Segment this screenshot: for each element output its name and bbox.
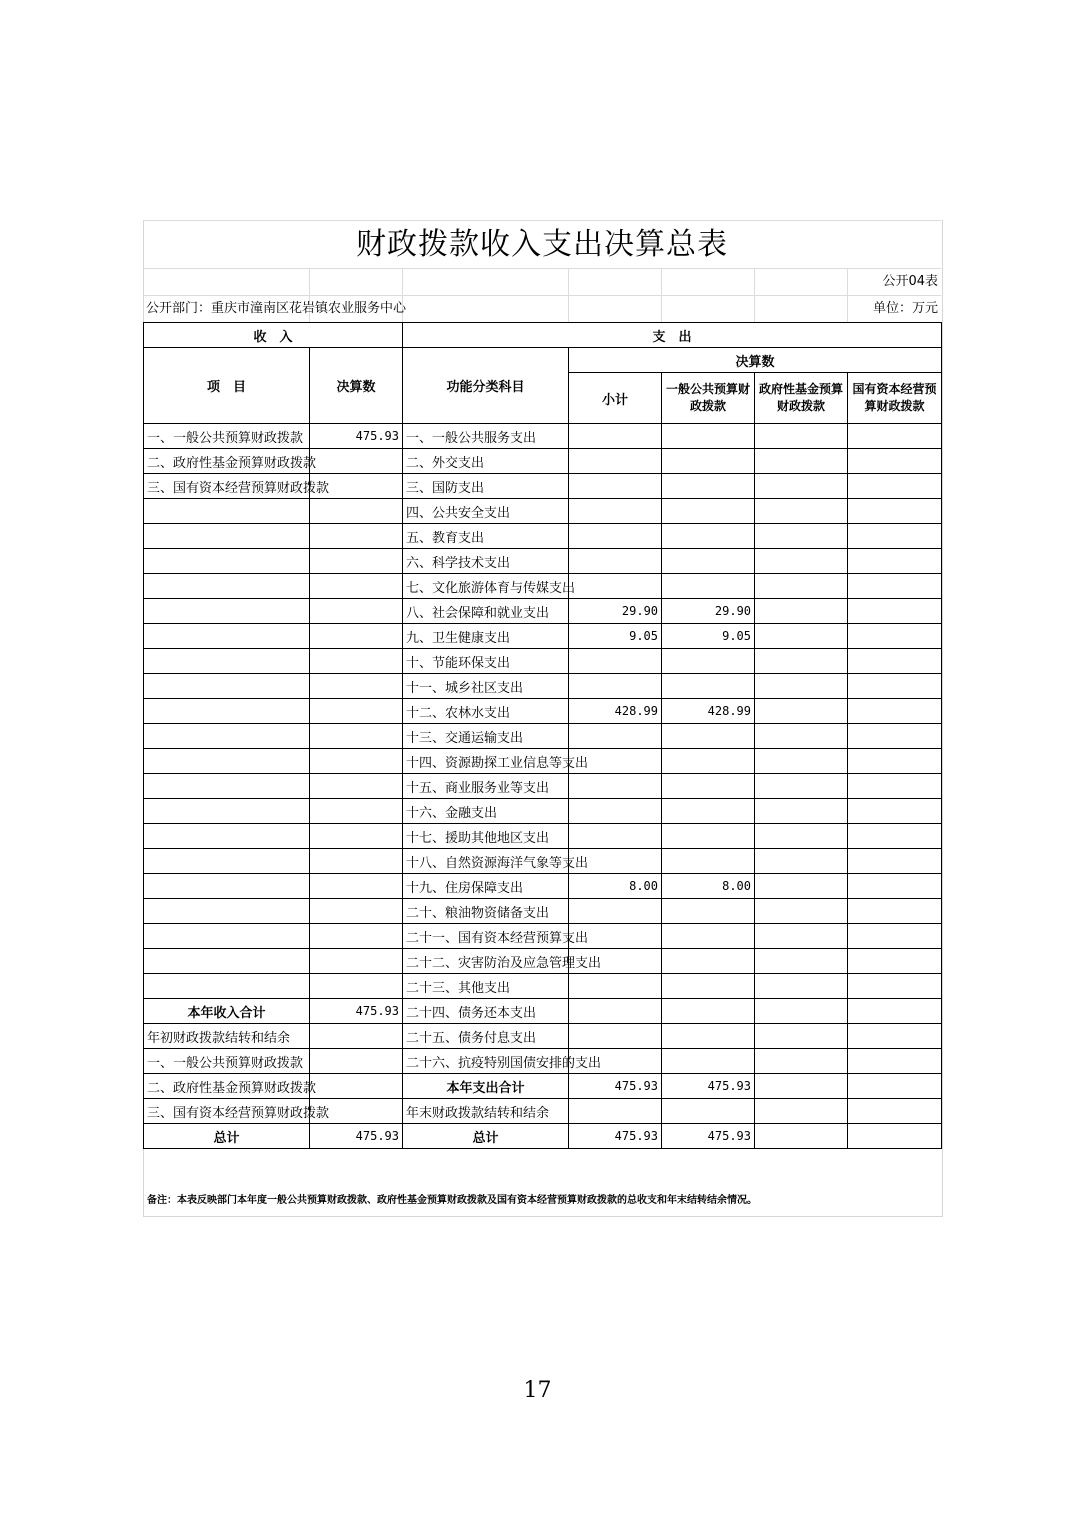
state-capital-cell [848,999,942,1024]
general-budget-cell: 9.05 [662,624,755,649]
gov-fund-cell [755,699,848,724]
table-row [144,649,942,674]
table-row [144,724,942,749]
income-amount-cell [310,749,403,774]
income-item-cell [144,624,310,649]
gov-fund-cell [755,749,848,774]
grid-line [847,268,848,322]
table-row [144,799,942,824]
state-capital-cell [848,574,942,599]
gov-fund-cell [755,1099,848,1124]
general-budget-cell: 8.00 [662,874,755,899]
gov-fund-cell [755,1074,848,1099]
func-class-cell: 十三、交通运输支出 [403,724,569,749]
table-row [144,849,942,874]
state-capital-cell [848,674,942,699]
subtotal-cell [569,824,662,849]
income-item-cell [144,874,310,899]
table-row [144,424,942,449]
grid-line [754,268,755,322]
income-amount-cell [310,874,403,899]
general-budget-cell [662,849,755,874]
table-row [144,674,942,699]
form-number: 公开04表 [882,274,938,289]
income-item-cell [144,524,310,549]
table-row [144,1124,942,1149]
general-budget-cell [662,574,755,599]
state-capital-cell [848,449,942,474]
subtotal-cell [569,574,662,599]
gov-fund-header: 政府性基金预算财政拨款 [755,373,848,424]
income-amount-cell: 475.93 [310,999,403,1024]
func-class-cell: 二十二、灾害防治及应急管理支出 [403,949,569,974]
func-class-cell: 年末财政拨款结转和结余 [403,1099,569,1124]
gov-fund-cell [755,949,848,974]
gov-fund-cell [755,849,848,874]
income-item-cell: 二、政府性基金预算财政拨款 [144,1074,310,1099]
func-class-cell: 三、国防支出 [403,474,569,499]
income-amount-cell [310,449,403,474]
income-item-cell [144,724,310,749]
general-budget-cell [662,449,755,474]
subtotal-cell: 29.90 [569,599,662,624]
general-budget-cell [662,774,755,799]
gov-fund-cell [755,974,848,999]
func-class-cell: 二十三、其他支出 [403,974,569,999]
gov-fund-cell [755,1049,848,1074]
state-capital-cell [848,1074,942,1099]
grid-line [568,268,569,322]
gov-fund-cell [755,574,848,599]
func-class-cell: 八、社会保障和就业支出 [403,599,569,624]
income-amount-cell [310,699,403,724]
state-capital-cell [848,1099,942,1124]
func-class-cell: 十六、金融支出 [403,799,569,824]
subtotal-header: 小计 [569,373,662,424]
unit-label: 单位：万元 [872,301,938,316]
subtotal-cell [569,674,662,699]
income-item-cell: 一、一般公共预算财政拨款 [144,424,310,449]
income-item-cell: 一、一般公共预算财政拨款 [144,1049,310,1074]
grid-line [143,268,941,269]
general-budget-cell: 475.93 [662,1124,755,1149]
general-budget-cell [662,949,755,974]
income-item-cell [144,574,310,599]
subtotal-cell [569,549,662,574]
page-number: 17 [523,1378,552,1403]
grid-line [143,220,941,221]
subtotal-cell [569,899,662,924]
state-capital-cell [848,1124,942,1149]
table-row [144,699,942,724]
general-budget-cell: 475.93 [662,1074,755,1099]
final-amount-header: 决算数 [310,348,403,424]
state-capital-cell [848,624,942,649]
state-capital-cell [848,924,942,949]
func-class-header: 功能分类科目 [403,348,569,424]
subtotal-cell [569,1024,662,1049]
subtotal-cell: 8.00 [569,874,662,899]
state-capital-cell [848,699,942,724]
state-capital-cell [848,774,942,799]
func-class-cell: 二十一、国有资本经营预算支出 [403,924,569,949]
budget-table [143,322,942,1149]
general-budget-cell [662,1099,755,1124]
item-header: 项 目 [144,348,310,424]
subtotal-cell: 475.93 [569,1124,662,1149]
general-budget-cell [662,424,755,449]
general-budget-cell [662,474,755,499]
income-item-cell [144,699,310,724]
income-item-cell [144,949,310,974]
table-row [144,974,942,999]
income-item-cell: 总计 [144,1124,310,1149]
gov-fund-cell [755,424,848,449]
gov-fund-cell [755,824,848,849]
income-amount-cell [310,674,403,699]
subtotal-cell [569,424,662,449]
state-capital-cell [848,649,942,674]
state-capital-cell [848,749,942,774]
gov-fund-cell [755,549,848,574]
income-amount-cell [310,1074,403,1099]
gov-fund-cell [755,724,848,749]
gov-fund-cell [755,874,848,899]
subtotal-cell: 9.05 [569,624,662,649]
func-class-cell: 十五、商业服务业等支出 [403,774,569,799]
income-item-cell [144,899,310,924]
income-item-cell [144,649,310,674]
general-budget-cell [662,974,755,999]
state-capital-cell [848,599,942,624]
func-class-cell: 二十四、债务还本支出 [403,999,569,1024]
department-label: 公开部门：重庆市潼南区花岩镇农业服务中心 [146,301,407,316]
income-amount-cell [310,574,403,599]
subtotal-cell [569,474,662,499]
subtotal-cell: 428.99 [569,699,662,724]
subtotal-cell [569,524,662,549]
func-class-cell: 十九、住房保障支出 [403,874,569,899]
table-row [144,774,942,799]
income-amount-cell [310,624,403,649]
subtotal-cell [569,774,662,799]
gov-fund-cell [755,649,848,674]
func-class-cell: 七、文化旅游体育与传媒支出 [403,574,569,599]
general-budget-cell [662,649,755,674]
income-amount-cell [310,724,403,749]
state-capital-cell [848,424,942,449]
subtotal-cell [569,499,662,524]
income-item-cell [144,974,310,999]
table-row [144,1074,942,1099]
func-class-cell: 总计 [403,1124,569,1149]
subtotal-cell [569,999,662,1024]
func-class-cell: 二十五、债务付息支出 [403,1024,569,1049]
func-class-cell: 十四、资源勘探工业信息等支出 [403,749,569,774]
func-class-cell: 十八、自然资源海洋气象等支出 [403,849,569,874]
table-row [144,1099,942,1124]
income-amount-cell: 475.93 [310,1124,403,1149]
gov-fund-cell [755,474,848,499]
income-amount-cell [310,774,403,799]
table-row [144,449,942,474]
subtotal-cell [569,799,662,824]
gov-fund-cell [755,999,848,1024]
expense-header: 支 出 [403,323,942,348]
gov-fund-cell [755,1024,848,1049]
income-amount-cell [310,899,403,924]
subtotal-cell [569,449,662,474]
income-amount-cell [310,824,403,849]
gov-fund-cell [755,449,848,474]
gov-fund-cell [755,899,848,924]
income-amount-cell [310,1024,403,1049]
func-class-cell: 二十六、抗疫特别国债安排的支出 [403,1049,569,1074]
func-class-cell: 五、教育支出 [403,524,569,549]
table-row [144,824,942,849]
gov-fund-cell [755,1124,848,1149]
gov-fund-cell [755,799,848,824]
income-amount-cell [310,849,403,874]
table-row [144,574,942,599]
table-row [144,1024,942,1049]
subtotal-cell [569,1099,662,1124]
subtotal-cell: 475.93 [569,1074,662,1099]
subtotal-cell [569,724,662,749]
income-amount-cell: 475.93 [310,424,403,449]
state-capital-cell [848,474,942,499]
general-budget-cell [662,799,755,824]
func-class-cell: 十一、城乡社区支出 [403,674,569,699]
table-row [144,599,942,624]
func-class-cell: 二十、粮油物资储备支出 [403,899,569,924]
income-amount-cell [310,649,403,674]
gov-fund-cell [755,774,848,799]
subtotal-cell [569,649,662,674]
func-class-cell: 十七、援助其他地区支出 [403,824,569,849]
state-capital-cell [848,1049,942,1074]
func-class-cell: 六、科学技术支出 [403,549,569,574]
income-amount-cell [310,974,403,999]
func-class-cell: 十、节能环保支出 [403,649,569,674]
state-capital-cell [848,824,942,849]
table-row [144,924,942,949]
func-class-cell: 十二、农林水支出 [403,699,569,724]
income-amount-cell [310,499,403,524]
table-row [144,999,942,1024]
general-budget-cell [662,899,755,924]
income-item-cell [144,549,310,574]
gov-fund-cell [755,599,848,624]
income-amount-cell [310,524,403,549]
state-capital-header: 国有资本经营预算财政拨款 [848,373,942,424]
general-budget-cell [662,749,755,774]
page-title: 财政拨款收入支出决算总表 [356,227,728,262]
table-row [144,549,942,574]
general-budget-cell [662,924,755,949]
state-capital-cell [848,949,942,974]
table-row [144,624,942,649]
state-capital-cell [848,849,942,874]
general-budget-cell [662,724,755,749]
final-amount-group-header: 决算数 [569,348,942,373]
income-item-cell [144,774,310,799]
general-budget-cell [662,999,755,1024]
table-row [144,749,942,774]
income-item-cell: 本年收入合计 [144,999,310,1024]
state-capital-cell [848,549,942,574]
table-row [144,949,942,974]
income-amount-cell [310,799,403,824]
general-budget-cell [662,524,755,549]
state-capital-cell [848,799,942,824]
general-budget-cell [662,674,755,699]
gov-fund-cell [755,924,848,949]
table-row [144,499,942,524]
func-class-cell: 二、外交支出 [403,449,569,474]
income-item-cell [144,849,310,874]
income-item-cell: 二、政府性基金预算财政拨款 [144,449,310,474]
general-budget-cell [662,549,755,574]
gov-fund-cell [755,499,848,524]
func-class-cell: 四、公共安全支出 [403,499,569,524]
table-note: 备注：本表反映部门本年度一般公共预算财政拨款、政府性基金预算财政拨款及国有资本经营预算财政拨款的总收支和年末结转结余情况。 [147,1195,757,1206]
general-budget-cell [662,499,755,524]
general-budget-cell [662,824,755,849]
general-budget-cell: 428.99 [662,699,755,724]
income-item-cell [144,674,310,699]
state-capital-cell [848,899,942,924]
income-amount-cell [310,924,403,949]
income-item-cell [144,749,310,774]
general-budget-cell [662,1049,755,1074]
general-budget-cell [662,1024,755,1049]
income-item-cell: 三、国有资本经营预算财政拨款 [144,1099,310,1124]
state-capital-cell [848,974,942,999]
gov-fund-cell [755,624,848,649]
table-row [144,1049,942,1074]
income-item-cell: 三、国有资本经营预算财政拨款 [144,474,310,499]
income-amount-cell [310,1049,403,1074]
state-capital-cell [848,724,942,749]
income-header: 收 入 [144,323,403,348]
income-item-cell [144,599,310,624]
state-capital-cell [848,1024,942,1049]
income-item-cell [144,799,310,824]
table-row [144,874,942,899]
table-row [144,524,942,549]
table-row [144,474,942,499]
state-capital-cell [848,874,942,899]
income-item-cell [144,499,310,524]
income-amount-cell [310,549,403,574]
income-amount-cell [310,599,403,624]
general-budget-cell: 29.90 [662,599,755,624]
func-class-cell: 本年支出合计 [403,1074,569,1099]
func-class-cell: 九、卫生健康支出 [403,624,569,649]
table-row [144,899,942,924]
grid-line [661,268,662,322]
general-budget-header: 一般公共预算财政拨款 [662,373,755,424]
func-class-cell: 一、一般公共服务支出 [403,424,569,449]
gov-fund-cell [755,674,848,699]
subtotal-cell [569,974,662,999]
gov-fund-cell [755,524,848,549]
income-item-cell [144,824,310,849]
income-amount-cell [310,949,403,974]
state-capital-cell [848,499,942,524]
income-item-cell [144,924,310,949]
income-item-cell: 年初财政拨款结转和结余 [144,1024,310,1049]
state-capital-cell [848,524,942,549]
